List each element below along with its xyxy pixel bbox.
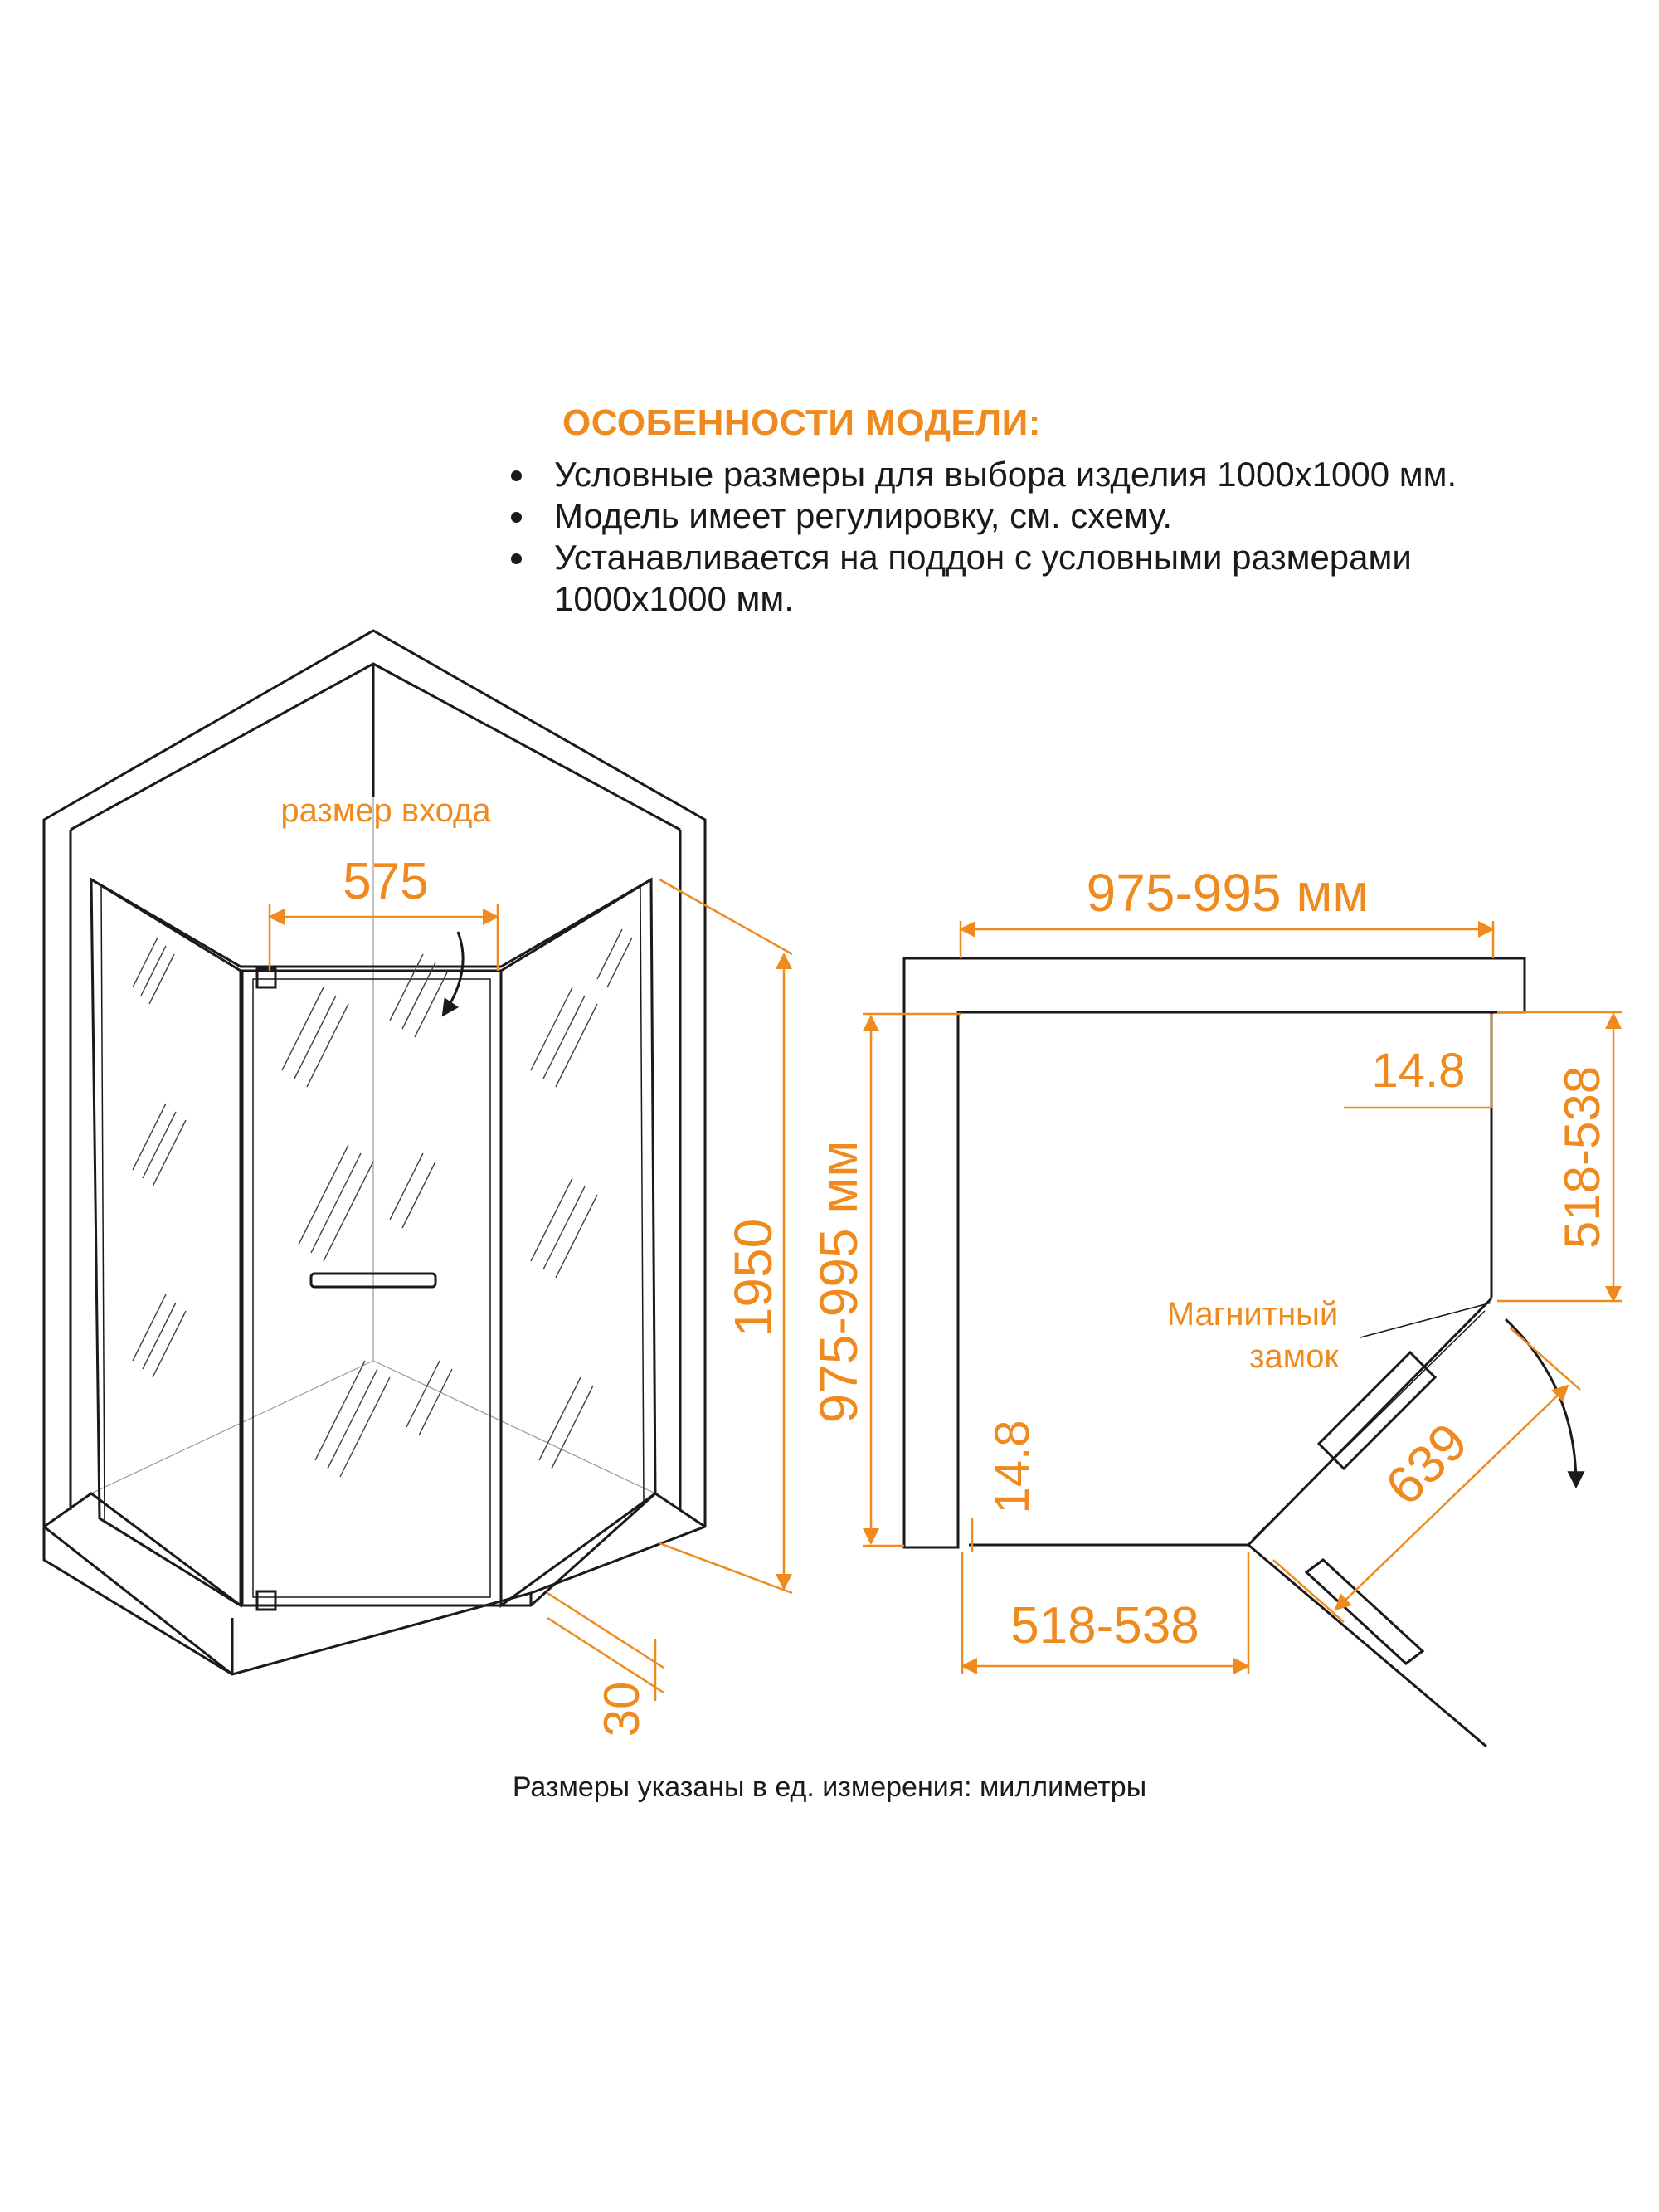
front-view xyxy=(44,631,792,1737)
plan-view xyxy=(809,863,1622,1747)
plan-depth-dim: 975-995 мм xyxy=(809,1140,868,1424)
plan-width-dim: 975-995 мм xyxy=(1086,863,1370,923)
feature-item: Условные размеры для выбора изделия 1000х1000 мм. xyxy=(498,454,1576,495)
side-bottom-dim: 518-538 xyxy=(1010,1597,1199,1654)
entrance-label: размер входа xyxy=(280,792,491,829)
magnetic-lock-label-2: замок xyxy=(1249,1338,1339,1375)
glass-hatching xyxy=(133,929,632,1477)
tray-top xyxy=(44,1493,705,1605)
features-title: ОСОБЕННОСТИ МОДЕЛИ: xyxy=(562,402,1041,443)
feature-item: Модель имеет регулировку, см. схему. xyxy=(498,495,1576,537)
magnetic-lock-label: Магнитный xyxy=(1166,1296,1339,1333)
gap-top-dim: 14.8 xyxy=(1371,1044,1466,1098)
entrance-width: 575 xyxy=(343,853,429,910)
right-glass-panel xyxy=(501,879,655,1605)
gap-left-dim: 14.8 xyxy=(985,1420,1039,1514)
plan-swing-arrow xyxy=(1506,1319,1576,1485)
units-footnote: Размеры указаны в ед. измерения: миллиметры xyxy=(512,1771,1147,1803)
base-height-dim: 30 xyxy=(594,1681,649,1737)
door-width-dim: 639 xyxy=(1374,1411,1479,1517)
left-glass-panel xyxy=(91,879,241,1605)
hinge-bottom xyxy=(257,1591,275,1610)
plan-door-open xyxy=(1248,1545,1486,1747)
side-right-dim: 518-538 xyxy=(1554,1065,1610,1250)
feature-item: Устанавливается на поддон с условными размерами 1000х1000 мм. xyxy=(498,537,1576,620)
height-dim: 1950 xyxy=(723,1218,783,1337)
